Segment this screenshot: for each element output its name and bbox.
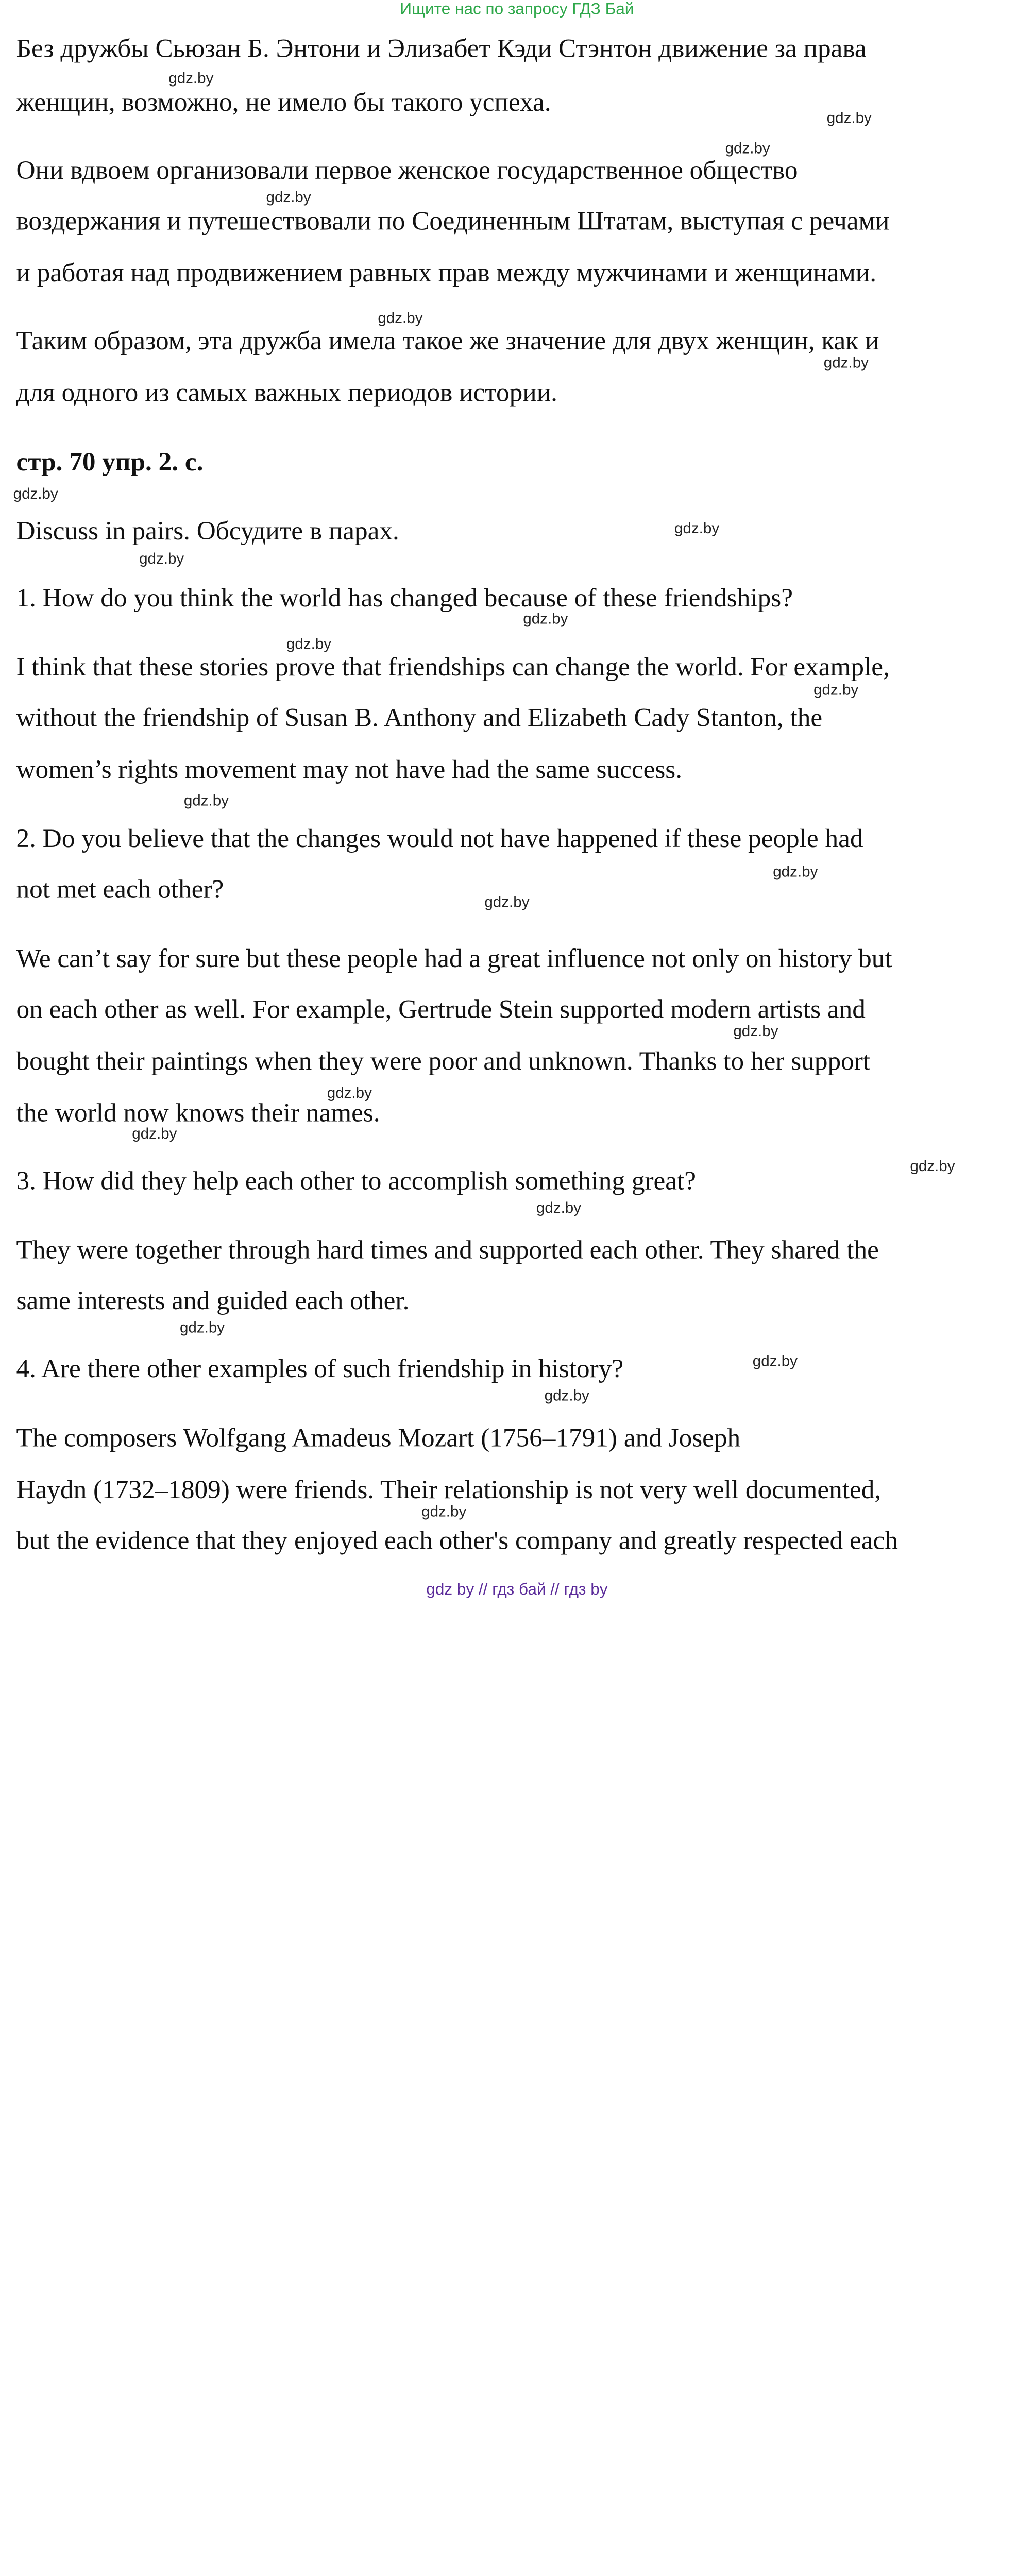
watermark: gdz.by (286, 636, 332, 653)
text-line: Они вдвоем организовали первое женское государственное общество (16, 155, 798, 185)
watermark: gdz.by (773, 863, 818, 881)
watermark: gdz.by (168, 70, 214, 88)
text-line: The composers Wolfgang Amadeus Mozart (1756–1791) and Joseph (16, 1422, 741, 1453)
watermark: gdz.by (523, 610, 568, 628)
text-line: on each other as well. For example, Gertrude Stein supported modern artists and (16, 994, 866, 1024)
watermark: gdz.by (674, 520, 720, 537)
watermark: gdz.by (484, 893, 530, 911)
text-line: but the evidence that they enjoyed each other's company and greatly respected each (16, 1526, 898, 1555)
question-line: not met each other? (16, 874, 224, 904)
watermark: gdz.by (139, 550, 184, 568)
text-line: I think that these stories prove that friendships can change the world. For example, (16, 652, 890, 682)
watermark: gdz.by (183, 792, 229, 810)
exercise-heading: стр. 70 упр. 2. с. (16, 447, 204, 477)
text-line: женщин, возможно, не имело бы такого успеха. (16, 87, 551, 117)
text-line: bought their paintings when they were poor and unknown. Thanks to her support (16, 1046, 871, 1076)
text-line: и работая над продвижением равных прав между мужчинами и женщинами. (16, 258, 877, 287)
site-footer-text[interactable]: gdz by // гдз бай // гдз by (426, 1581, 608, 1599)
text-line: воздержания и путешествовали по Соединенным Штатам, выступая с речами (16, 206, 890, 236)
text-line: women’s rights movement may not have had the same success. (16, 754, 683, 784)
watermark: gdz.by (826, 109, 872, 127)
watermark: gdz.by (266, 189, 311, 207)
watermark: gdz.by (544, 1387, 589, 1405)
watermark: gdz.by (327, 1084, 372, 1102)
watermark: gdz.by (536, 1199, 582, 1217)
question-line: 3. How did they help each other to accomplish something great? (16, 1166, 697, 1196)
watermark: gdz.by (752, 1352, 798, 1370)
text-line: same interests and guided each other. (16, 1285, 410, 1315)
question-line: 4. Are there other examples of such friendship in history? (16, 1353, 624, 1384)
watermark: gdz.by (421, 1503, 467, 1521)
watermark: gdz.by (725, 140, 770, 158)
watermark: gdz.by (132, 1125, 177, 1143)
text-line: Haydn (1732–1809) were friends. Their relationship is not very well documented, (16, 1475, 882, 1504)
text-line: Таким образом, эта дружба имела такое же значение для двух женщин, как и (16, 326, 879, 355)
text-line: without the friendship of Susan B. Anthony and Elizabeth Cady Stanton, the (16, 703, 823, 733)
text-line: для одного из самых важных периодов истории. (16, 378, 557, 408)
watermark: gdz.by (378, 310, 423, 327)
text-line: We can’t say for sure but these people had a great influence not only on history but (16, 943, 892, 973)
text-line: Discuss in pairs. Обсудите в парах. (16, 516, 399, 546)
text-line: Без дружбы Сьюзан Б. Энтони и Элизабет Кэди Стэнтон движение за права (16, 33, 867, 63)
watermark: gdz.by (733, 1023, 778, 1040)
question-line: 1. How do you think the world has changed because of these friendships? (16, 583, 793, 613)
watermark: gdz.by (179, 1319, 225, 1337)
text-line: the world now knows their names. (16, 1098, 380, 1128)
site-header-text[interactable]: Ищите нас по запросу ГДЗ Бай (400, 1, 634, 19)
watermark: gdz.by (910, 1158, 955, 1175)
question-line: 2. Do you believe that the changes would not have happened if these people had (16, 823, 863, 853)
watermark: gdz.by (813, 681, 859, 699)
text-line: They were together through hard times and supported each other. They shared the (16, 1235, 879, 1265)
watermark: gdz.by (13, 485, 58, 503)
watermark: gdz.by (823, 354, 869, 372)
